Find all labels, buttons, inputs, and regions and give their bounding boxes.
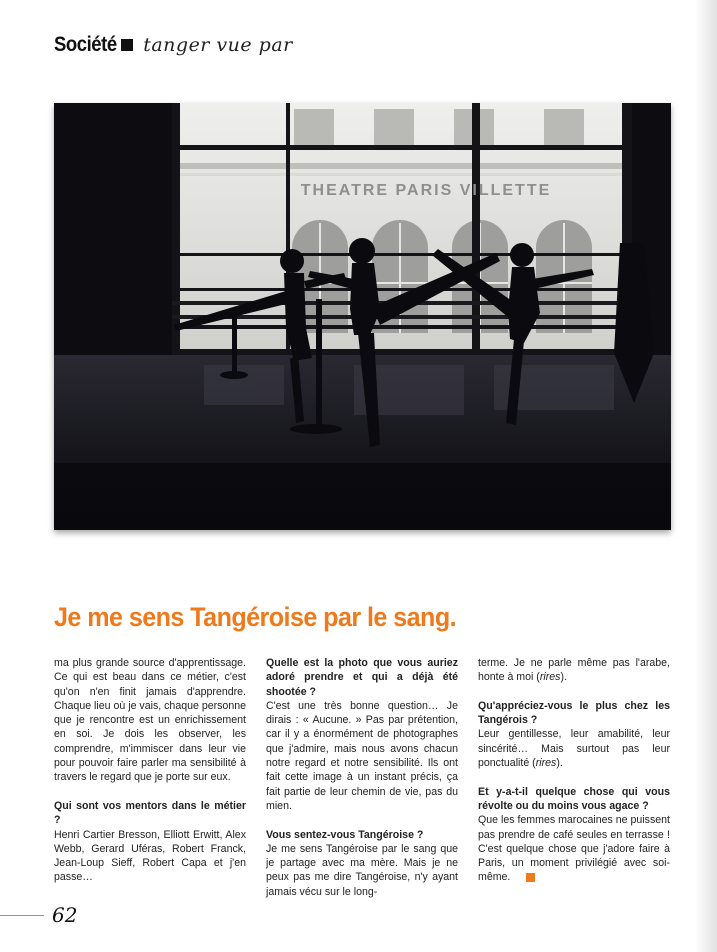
ballet-dancers-photo — [54, 103, 671, 530]
answer-dream-photo: C'est une très bonne question… Je dirais : « Aucune. » Pas par prétention, car il y a énormément de photographes que j'admire, mais nous avons chacun notre regard et notre sensibilité. Ils ont fait cette image à un instant précis, ça fait partie de leur chemin de vie, pas du mien. — [266, 699, 458, 812]
column-1-paragraph: ma plus grande source d'apprentissage. Ce qui est beau dans ce métier, c'est qu'on n'en finit jamais d'apprendre. Chaque lieu où je vais, chaque personne que je rencontre est un enrichissement en soi. Je dois les observer, les comprendre, m'immiscer dans leur vie pour pouvoir faire parler ma sensibilité à travers le regard que je porte sur eux. — [54, 657, 247, 784]
answer-revolt: Que les femmes marocaines ne puissent pas prendre de café seules en terrasse ! C'est quelque chose que j'adore faire à Paris, un moment privilégié avec soi-même. — [478, 814, 670, 884]
end-of-article-square — [526, 873, 535, 882]
question-appreciate: Qu'appréciez-vous le plus chez les Tangérois ? — [478, 699, 670, 727]
section-tagline: tanger vue par — [143, 34, 293, 56]
question-revolt: Et y-a-t-il quelque chose qui vous révolte ou du moins vous agace ? — [478, 785, 670, 812]
theatre-sign-text: THEATRE PARIS VILLETTE — [300, 182, 552, 199]
question-mentors: Qui sont vos mentors dans le métier ? — [54, 799, 246, 827]
page-edge-shadow — [695, 0, 717, 952]
question-tangeroise: Vous sentez-vous Tangéroise ? — [266, 828, 424, 841]
footer-accent-line — [0, 915, 44, 916]
header-square-bullet — [121, 39, 133, 51]
answer-tangeroise: Je me sens Tangéroise par le sang que je partage avec ma mère. Mais je ne peux pas me dire Tangéroise, n'y ayant jamais vécu sur le long- — [266, 842, 458, 898]
page-number: 62 — [52, 903, 78, 927]
question-dream-photo: Quelle est la photo que vous auriez adoré prendre et qui a déjà été shootée ? — [266, 657, 458, 698]
article-column-2 — [266, 656, 458, 899]
answer-appreciate: Leur gentillesse, leur amabilité, leur sincérité… Mais surtout pas leur ponctualité (rires). — [478, 728, 670, 770]
article-headline: Je me sens Tangéroise par le sang. — [54, 602, 457, 632]
column-3-paragraph: terme. Je ne parle même pas l'arabe, honte à moi (rires). — [478, 657, 670, 684]
article-column-3 — [478, 656, 670, 885]
section-title: Société — [54, 33, 117, 56]
page-header — [54, 30, 293, 60]
article-column-1 — [54, 656, 246, 885]
answer-mentors: Henri Cartier Bresson, Elliott Erwitt, Alex Webb, Gerard Uféras, Robert Franck, Jean-Loup Sieff, Robert Capa et j'en passe… — [54, 828, 246, 884]
